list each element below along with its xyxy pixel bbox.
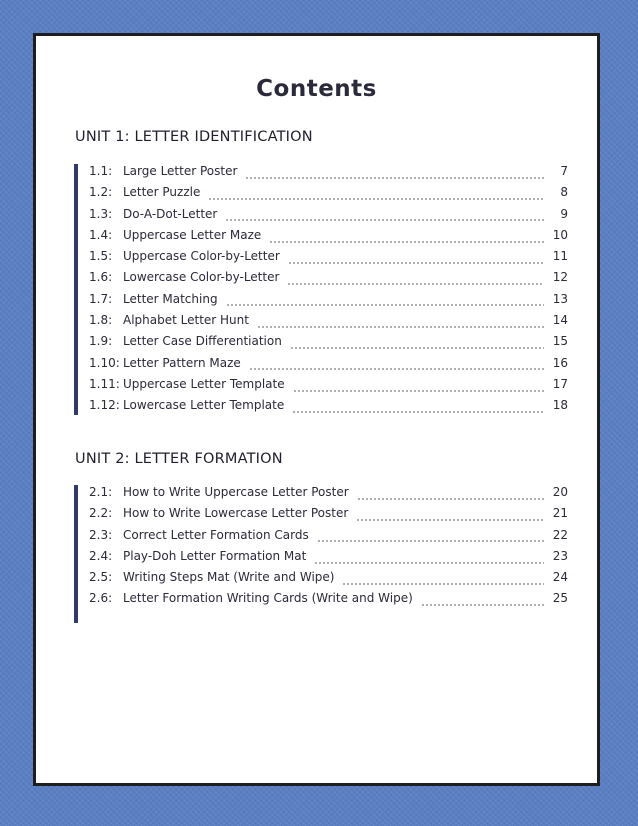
entry-number: 2.5:: [89, 570, 113, 585]
dot-leader: [317, 533, 544, 543]
entry-page: 23: [552, 548, 568, 563]
entry-number: 1.9:: [89, 334, 113, 349]
toc-entry[interactable]: [89, 485, 568, 506]
entry-page: 24: [552, 570, 568, 585]
entry-title: Alphabet Letter Hunt: [123, 313, 249, 328]
entry-title: How to Write Lowercase Letter Poster: [123, 506, 349, 521]
entry-number: 2.6:: [89, 591, 113, 606]
entry-number: 1.8:: [89, 313, 113, 328]
toc-entry[interactable]: [89, 506, 568, 527]
entry-page: 9: [560, 206, 568, 221]
entry-number: 1.7:: [89, 291, 113, 306]
page-title: Contents: [256, 76, 377, 102]
unit-1-heading: UNIT 1: LETTER IDENTIFICATION: [75, 129, 313, 145]
entry-page: 11: [552, 249, 568, 264]
unit-1-entries: [74, 164, 568, 415]
dot-leader: [208, 191, 544, 201]
entry-title: Uppercase Color-by-Letter: [123, 249, 280, 264]
contents-page: [33, 33, 600, 786]
entry-page: 16: [552, 355, 568, 370]
entry-number: 2.4:: [89, 548, 113, 563]
entry-page: 25: [552, 591, 568, 606]
dot-leader: [292, 404, 544, 414]
entry-title: Letter Formation Writing Cards (Write and Wipe): [123, 591, 413, 606]
entry-title: Uppercase Letter Maze: [123, 227, 262, 242]
toc-entry[interactable]: [89, 549, 568, 570]
entry-title: Large Letter Poster: [123, 164, 238, 178]
dot-leader: [269, 234, 544, 244]
entry-page: 14: [552, 313, 568, 328]
toc-entry[interactable]: [89, 591, 568, 612]
dot-leader: [290, 340, 544, 350]
entry-page: 15: [552, 334, 568, 349]
dot-leader: [257, 319, 544, 329]
toc-entry[interactable]: [89, 228, 568, 249]
entry-page: 20: [552, 485, 568, 499]
entry-number: 2.1:: [89, 485, 113, 499]
toc-entry[interactable]: [89, 570, 568, 591]
dot-leader: [249, 361, 544, 371]
entry-number: 1.10:: [89, 355, 120, 370]
dot-leader: [226, 297, 544, 307]
toc-entry[interactable]: [89, 164, 568, 185]
unit-2-heading: UNIT 2: LETTER FORMATION: [75, 451, 283, 467]
toc-entry[interactable]: [89, 207, 568, 228]
toc-entry[interactable]: [89, 313, 568, 334]
entry-page: 13: [552, 291, 568, 306]
toc-entry[interactable]: [89, 185, 568, 206]
entry-page: 21: [552, 506, 568, 521]
dot-leader: [287, 276, 544, 286]
entry-title: Letter Pattern Maze: [123, 355, 241, 370]
unit-2-entries: [74, 485, 568, 623]
entry-page: 8: [560, 185, 568, 200]
dot-leader: [357, 491, 544, 501]
entry-number: 1.1:: [89, 164, 113, 178]
entry-number: 1.12:: [89, 398, 120, 413]
toc-entry[interactable]: [89, 356, 568, 377]
entry-page: 10: [552, 227, 568, 242]
entry-number: 2.2:: [89, 506, 113, 521]
entry-title: Writing Steps Mat (Write and Wipe): [123, 570, 335, 585]
dot-leader: [342, 576, 544, 586]
dot-leader: [293, 383, 544, 393]
entry-title: Uppercase Letter Template: [123, 376, 285, 391]
entry-number: 1.3:: [89, 206, 113, 221]
dot-leader: [288, 255, 544, 265]
toc-entry[interactable]: [89, 398, 568, 419]
entry-title: Letter Matching: [123, 291, 218, 306]
entry-title: Letter Case Differentiation: [123, 334, 282, 349]
dot-leader: [314, 555, 544, 565]
toc-entry[interactable]: [89, 377, 568, 398]
entry-title: Letter Puzzle: [123, 185, 201, 200]
toc-entry[interactable]: [89, 334, 568, 355]
entry-number: 2.3:: [89, 527, 113, 542]
entry-title: Correct Letter Formation Cards: [123, 527, 309, 542]
dot-leader: [245, 170, 544, 180]
dot-leader: [421, 597, 544, 607]
entry-page: 17: [552, 376, 568, 391]
entry-title: How to Write Uppercase Letter Poster: [123, 485, 349, 499]
entry-title: Do-A-Dot-Letter: [123, 206, 218, 221]
toc-entry[interactable]: [89, 528, 568, 549]
entry-number: 1.2:: [89, 185, 113, 200]
entry-page: 12: [552, 270, 568, 285]
toc-entry[interactable]: [89, 292, 568, 313]
entry-page: 7: [560, 164, 568, 178]
entry-title: Lowercase Color-by-Letter: [123, 270, 280, 285]
dot-leader: [225, 212, 544, 222]
entry-number: 1.6:: [89, 270, 113, 285]
toc-entry[interactable]: [89, 249, 568, 270]
entry-page: 18: [552, 398, 568, 413]
entry-title: Lowercase Letter Template: [123, 398, 285, 413]
entry-number: 1.4:: [89, 227, 113, 242]
dot-leader: [356, 512, 544, 522]
toc-entry[interactable]: [89, 270, 568, 291]
entry-page: 22: [552, 527, 568, 542]
entry-number: 1.5:: [89, 249, 113, 264]
entry-number: 1.11:: [89, 376, 120, 391]
entry-title: Play-Doh Letter Formation Mat: [123, 548, 307, 563]
